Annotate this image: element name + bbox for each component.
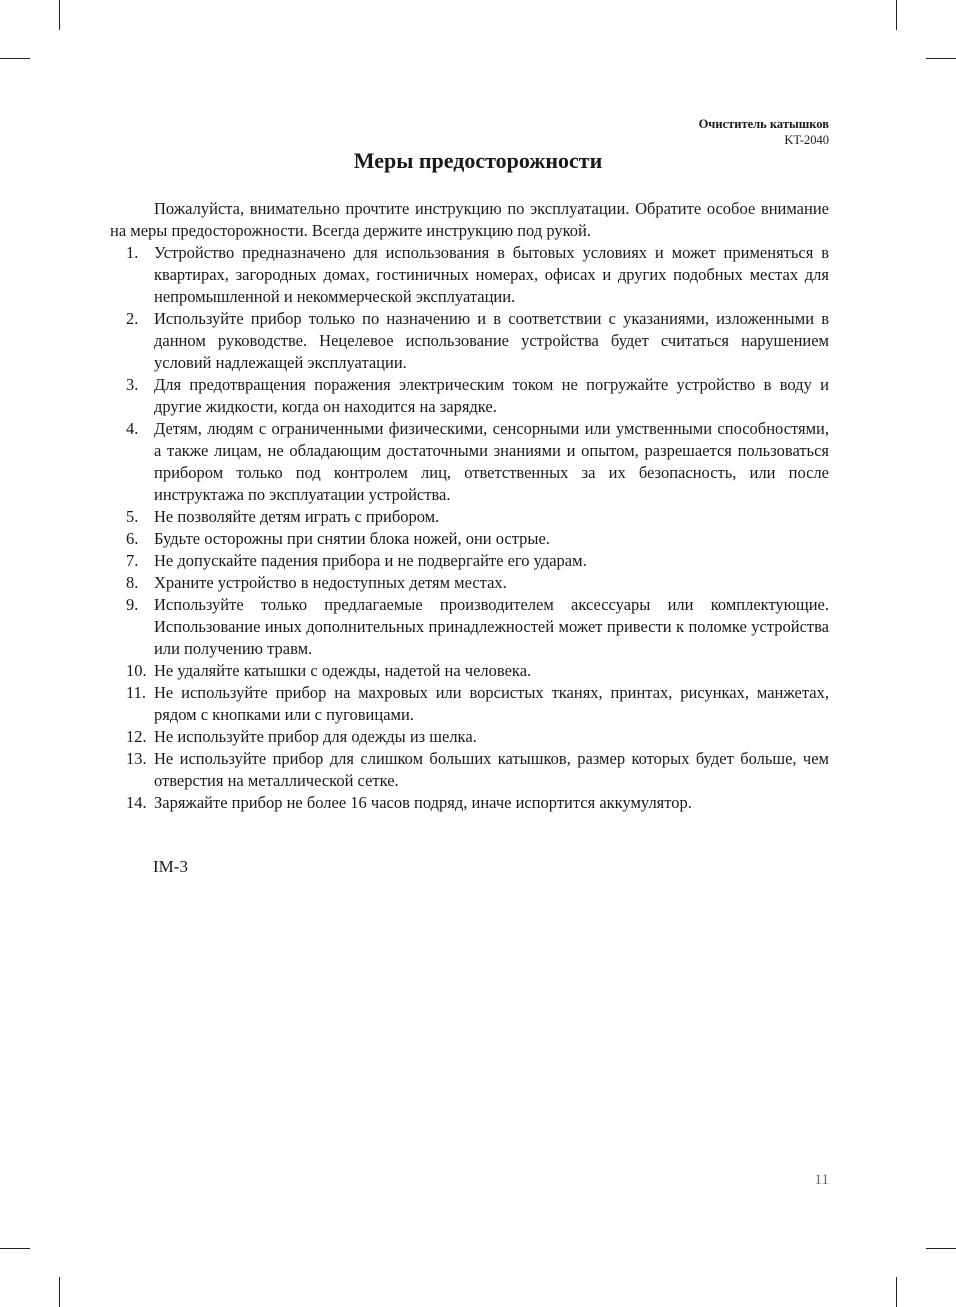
rule-number: 4.	[126, 419, 139, 438]
crop-mark-bottom-right-horizontal	[926, 1248, 956, 1249]
rule-number: 3.	[126, 375, 139, 394]
rule-number: 8.	[126, 573, 139, 592]
rule-text: Не используйте прибор на махровых или ворсистых тканях, принтах, рисунках, манжетах, рядом с кнопками или с пуговицами.	[154, 683, 829, 724]
rule-number: 7.	[126, 551, 139, 570]
rule-item	[110, 660, 829, 682]
crop-mark-top-left-horizontal	[0, 58, 30, 59]
crop-mark-top-right-vertical	[896, 0, 897, 30]
rule-item	[110, 550, 829, 572]
rule-text: Будьте осторожны при снятии блока ножей, они острые.	[154, 529, 550, 548]
rule-number: 5.	[126, 507, 139, 526]
rule-item	[110, 726, 829, 748]
rule-text: Не удаляйте катышки с одежды, надетой на человека.	[154, 661, 532, 680]
rule-text: Используйте только предлагаемые производителем аксессуары или комплектующие. Использование иных дополнительных принадлежностей может привести к поломке устройства или получению травм.	[154, 595, 829, 658]
header-product-name: Очиститель катышков	[698, 117, 829, 131]
rule-number: 2.	[126, 309, 139, 328]
crop-mark-bottom-right-vertical	[896, 1277, 897, 1307]
rule-number: 9.	[126, 595, 139, 614]
crop-mark-bottom-left-vertical	[59, 1277, 60, 1307]
rule-text: Детям, людям с ограниченными физическими, сенсорными или умственными способностями, а также лицам, не обладающим достаточными знаниями и опытом, разрешается пользоваться прибором только под контролем лиц, ответственных за их безопасность, или после инструктажа по эксплуатации устройства.	[154, 419, 829, 504]
intro-paragraph: Пожалуйста, внимательно прочтите инструкцию по эксплуатации. Обратите особое внимание на меры предосторожности. Всегда держите инструкцию под рукой.	[110, 199, 829, 240]
header-model-number: KT-2040	[784, 133, 829, 147]
rule-text: Устройство предназначено для использования в бытовых условиях и может применяться в квартирах, загородных домах, гостиничных номерах, офисах и других подобных местах для непромышленной и некоммерческой эксплуатации.	[154, 243, 829, 306]
rule-item	[110, 374, 829, 418]
rule-item	[110, 748, 829, 792]
rule-item	[110, 572, 829, 594]
rule-item	[110, 528, 829, 550]
rule-text: Не используйте прибор для одежды из шелка.	[154, 727, 477, 746]
rule-item	[110, 242, 829, 308]
rule-item	[110, 792, 829, 814]
rule-number: 12.	[126, 727, 147, 746]
rule-number: 1.	[126, 243, 139, 262]
document-code: IM-3	[153, 857, 188, 876]
rule-item	[110, 594, 829, 660]
page-title: Меры предосторожности	[353, 148, 603, 173]
rule-item	[110, 308, 829, 374]
crop-mark-top-left-vertical	[59, 0, 60, 30]
rule-text: Не позволяйте детям играть с прибором.	[154, 507, 440, 526]
rule-number: 6.	[126, 529, 139, 548]
rule-text: Храните устройство в недоступных детям местах.	[154, 573, 507, 592]
crop-mark-bottom-left-horizontal	[0, 1248, 30, 1249]
rule-text: Заряжайте прибор не более 16 часов подряд, иначе испортится аккумулятор.	[154, 793, 692, 812]
rule-item	[110, 418, 829, 506]
crop-mark-top-right-horizontal	[926, 58, 956, 59]
rule-number: 10.	[126, 661, 147, 680]
rule-item	[110, 682, 829, 726]
rule-number: 11.	[126, 683, 147, 702]
rule-text: Для предотвращения поражения электрическим током не погружайте устройство в воду и другие жидкости, когда он находится на зарядке.	[154, 375, 829, 416]
rule-number: 13.	[126, 749, 147, 768]
page-number: 11	[814, 1172, 829, 1188]
document-body	[110, 198, 829, 814]
rule-text: Не допускайте падения прибора и не подвергайте его ударам.	[154, 551, 587, 570]
rule-text: Не используйте прибор для слишком больших катышков, размер которых будет больше, чем отверстия на металлической сетке.	[154, 749, 829, 790]
rule-number: 14.	[126, 793, 147, 812]
safety-rules-list	[110, 242, 829, 814]
rule-text: Используйте прибор только по назначению и в соответствии с указаниями, изложенными в данном руководстве. Нецелевое использование устройства будет считаться нарушением условий надлежащей эксплуатации.	[154, 309, 829, 372]
rule-item	[110, 506, 829, 528]
